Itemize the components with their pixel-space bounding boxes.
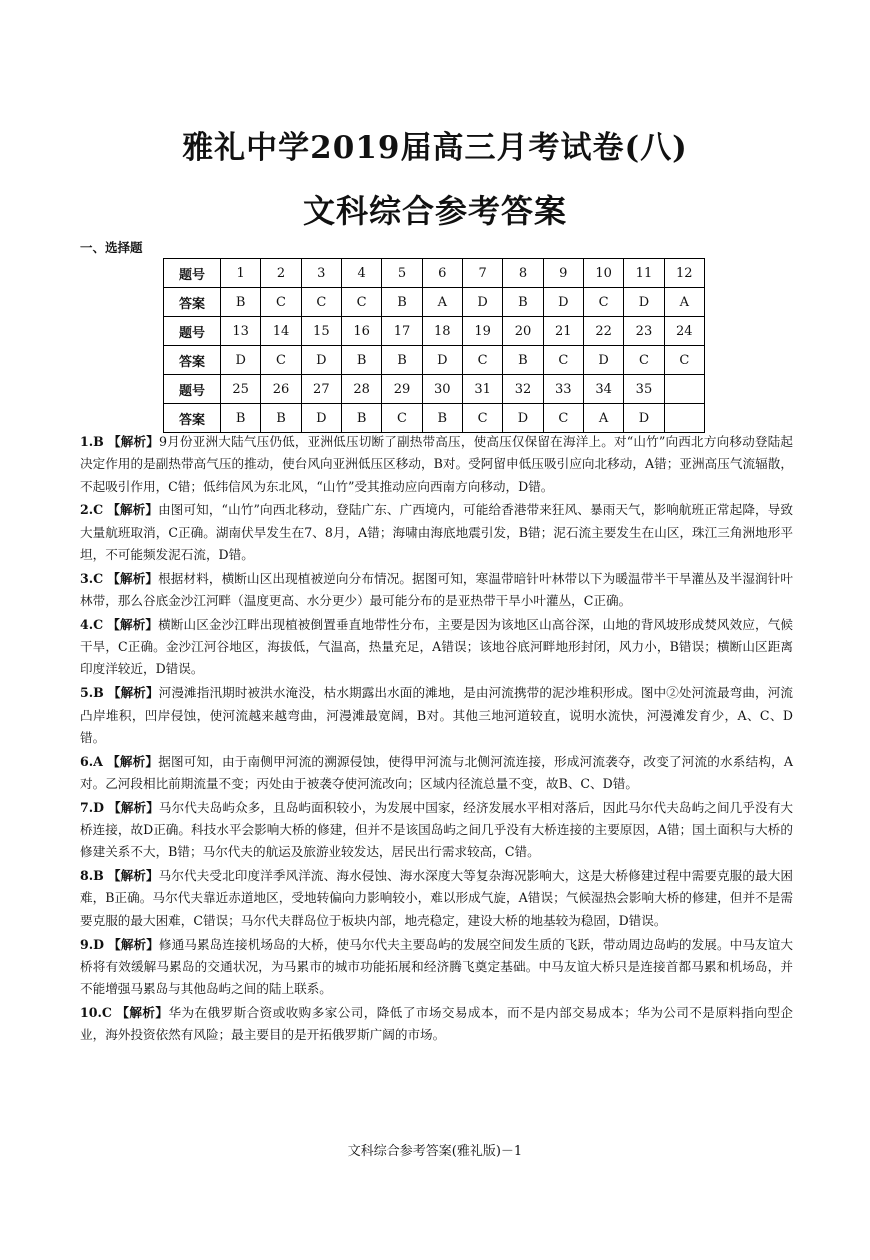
table-cell: D <box>624 288 664 317</box>
table-cell: 12 <box>664 259 704 288</box>
explanations <box>80 431 793 1048</box>
table-cell: 29 <box>382 375 422 404</box>
table-cell: 14 <box>261 317 301 346</box>
table-cell: D <box>624 404 664 433</box>
section-heading: 一、选择题 <box>80 240 143 255</box>
table-cell: B <box>221 404 261 433</box>
analysis-tag: 【解析】 <box>108 799 159 815</box>
analysis-tag: 【解析】 <box>107 434 160 449</box>
table-cell: C <box>462 404 502 433</box>
row-header: 答案 <box>164 346 221 375</box>
table-cell: B <box>382 288 422 317</box>
table-cell: B <box>221 288 261 317</box>
table-cell: 25 <box>221 375 261 404</box>
analysis-tag: 【解析】 <box>107 616 159 632</box>
table-cell: 28 <box>341 375 381 404</box>
explanation-text: 修通马累岛连接机场岛的大桥，使马尔代夫主要岛屿的发展空间发生质的飞跃，带动周边岛屿的发展。中马友谊大桥将有效缓解马累岛的交通状况，为马累市的城市功能拓展和经济腾飞奠定基础。中马友谊大桥只是连接首都马累和机场岛，并不能增强马累岛与其他岛屿之间的陆上联系。 <box>80 936 793 997</box>
document-title: 雅礼中学2019届高三月考试卷(八) <box>182 130 688 166</box>
answer-table <box>163 258 705 433</box>
table-cell: D <box>583 346 623 375</box>
table-cell: D <box>543 288 583 317</box>
explanation-text: 横断山区金沙江畔出现植被倒置垂直地带性分布，主要是因为该地区山高谷深，山地的背风坡形成焚风效应，气候干旱，C正确。金沙江河谷地区，海拔低，气温高，热量充足，A错误；该地谷底河畔地形封闭，风力小，B错误；横断山区距离印度洋较近，D错误。 <box>80 616 794 677</box>
table-cell: B <box>422 404 462 433</box>
table-cell: C <box>301 288 341 317</box>
table-cell: 16 <box>341 317 381 346</box>
analysis-tag: 【解析】 <box>107 502 159 518</box>
question-answer: 3.C <box>80 570 104 586</box>
table-cell: A <box>422 288 462 317</box>
explanation-text: 据图可知，由于南侧甲河流的溯源侵蚀，使得甲河流与北侧河流连接，形成河流袭夺，改变了河流的水系结构，A对。乙河段相比前期流量不变；丙处由于被袭夺使河流改向；区域内径流总量不变，故B、C、D错。 <box>80 753 793 791</box>
table-cell: D <box>422 346 462 375</box>
table-cell: 18 <box>422 317 462 346</box>
table-cell: 4 <box>341 259 381 288</box>
table-cell: 15 <box>301 317 341 346</box>
table-cell: 9 <box>543 259 583 288</box>
table-cell: 30 <box>422 375 462 404</box>
question-answer: 1.B <box>80 434 104 449</box>
table-cell: 3 <box>301 259 341 288</box>
explanation-item <box>80 499 793 566</box>
table-cell <box>664 375 704 404</box>
analysis-tag: 【解析】 <box>107 685 159 701</box>
table-cell <box>664 404 704 433</box>
question-answer: 5.B <box>80 685 104 701</box>
table-cell: B <box>503 346 543 375</box>
table-cell: 31 <box>462 375 502 404</box>
table-cell: 8 <box>503 259 543 288</box>
table-cell: 2 <box>261 259 301 288</box>
table-cell: 20 <box>503 317 543 346</box>
row-header: 题号 <box>164 317 221 346</box>
analysis-tag: 【解析】 <box>107 753 159 769</box>
table-row <box>164 404 705 433</box>
table-cell: 21 <box>543 317 583 346</box>
analysis-tag: 【解析】 <box>116 1004 169 1020</box>
row-header: 题号 <box>164 259 221 288</box>
question-answer: 7.D <box>80 799 105 815</box>
table-cell: A <box>664 288 704 317</box>
table-cell: 1 <box>221 259 261 288</box>
explanation-text: 9月份亚洲大陆气压仍低，亚洲低压切断了副热带高压，使高压仅保留在海洋上。对“山竹”向西北方向移动登陆起决定作用的是副热带高气压的推动，使台风向亚洲低压区移动，B对。受阿留申低压吸引应向北移动，A错；亚洲高压气流辐散，不起吸引作用，C错；低纬信风为东北风，“山竹”受其推动应向西南方向移动，D错。 <box>80 434 794 494</box>
table-cell: C <box>583 288 623 317</box>
table-cell: 13 <box>221 317 261 346</box>
explanation-item <box>80 1002 793 1047</box>
table-cell: 34 <box>583 375 623 404</box>
table-cell: C <box>341 288 381 317</box>
table-cell: D <box>221 346 261 375</box>
table-cell: C <box>261 346 301 375</box>
explanation-item <box>80 431 793 498</box>
table-row <box>164 346 705 375</box>
table-cell: D <box>301 346 341 375</box>
question-answer: 8.B <box>80 868 104 884</box>
table-cell: 35 <box>624 375 664 404</box>
explanation-item <box>80 751 793 796</box>
table-cell: D <box>503 404 543 433</box>
row-header: 题号 <box>164 375 221 404</box>
table-cell: 11 <box>624 259 664 288</box>
question-answer: 9.D <box>80 936 105 952</box>
row-header: 答案 <box>164 288 221 317</box>
table-row <box>164 259 705 288</box>
table-cell: B <box>261 404 301 433</box>
table-cell: C <box>261 288 301 317</box>
table-row <box>164 288 705 317</box>
explanation-text: 河漫滩指汛期时被洪水淹没，枯水期露出水面的滩地，是由河流携带的泥沙堆积形成。图中②处河流最弯曲，河流凸岸堆积，凹岸侵蚀，使河流越来越弯曲，河漫滩最宽阔，B对。其他三地河道较直，说明水流快，河漫滩发育少，A、C、D错。 <box>80 685 794 745</box>
explanation-item <box>80 934 793 1001</box>
table-cell: 17 <box>382 317 422 346</box>
table-cell: D <box>462 288 502 317</box>
table-cell: 5 <box>382 259 422 288</box>
explanation-text: 华为在俄罗斯合资或收购多家公司，降低了市场交易成本，而不是内部交易成本；华为公司不是原料指向型企业，海外投资依然有风险；最主要目的是开拓俄罗斯广阔的市场。 <box>80 1004 794 1043</box>
explanation-text: 根据材料，横断山区出现植被逆向分布情况。据图可知，寒温带暗针叶林带以下为暖温带半干旱灌丛及半湿润针叶林带，那么谷底金沙江河畔（温度更高、水分更少）最可能分布的是亚热带干旱小叶灌丛，C正确。 <box>80 570 794 609</box>
table-cell: 33 <box>543 375 583 404</box>
table-row <box>164 375 705 404</box>
table-cell: B <box>382 346 422 375</box>
table-row <box>164 317 705 346</box>
table-cell: C <box>543 346 583 375</box>
table-cell: 24 <box>664 317 704 346</box>
explanation-item <box>80 568 793 613</box>
page-footer: 文科综合参考答案(雅礼版)－1 <box>347 1144 523 1159</box>
table-cell: C <box>462 346 502 375</box>
table-cell: 10 <box>583 259 623 288</box>
table-cell: B <box>341 346 381 375</box>
explanation-item <box>80 614 793 681</box>
table-cell: C <box>382 404 422 433</box>
analysis-tag: 【解析】 <box>108 936 159 952</box>
table-cell: 19 <box>462 317 502 346</box>
table-cell: C <box>543 404 583 433</box>
table-cell: C <box>624 346 664 375</box>
explanation-item <box>80 865 793 932</box>
table-cell: 23 <box>624 317 664 346</box>
row-header: 答案 <box>164 404 221 433</box>
explanation-text: 马尔代夫岛屿众多，且岛屿面积较小，为发展中国家，经济发展水平相对落后，因此马尔代夫岛屿之间几乎没有大桥连接，故D正确。科技水平会影响大桥的修建，但并不是该国岛屿之间几乎没有大桥连接的主要原因，A错；国土面积与大桥的修建关系不大，B错；马尔代夫的航运及旅游业较发达，居民出行需求较高，C错。 <box>80 799 793 860</box>
table-cell: 26 <box>261 375 301 404</box>
table-cell: 22 <box>583 317 623 346</box>
table-cell: B <box>341 404 381 433</box>
explanation-text: 由图可知，“山竹”向西北移动，登陆广东、广西境内，可能给香港带来狂风、暴雨天气，影响航班正常起降，导致大量航班取消，C正确。湖南伏旱发生在7、8月，A错；海啸由海底地震引发，B错；泥石流主要发生在山区，珠江三角洲地形平坦，不可能频发泥石流，D错。 <box>80 502 793 562</box>
table-cell: 6 <box>422 259 462 288</box>
explanation-text: 马尔代夫受北印度洋季风洋流、海水侵蚀、海水深度大等复杂海况影响大，这是大桥修建过程中需要克服的最大困难，B正确。马尔代夫靠近赤道地区，受地转偏向力影响较小，难以形成气旋，A错误；气候湿热会影响大桥的修建，但并不是需要克服的最大困难，C错误；马尔代夫群岛位于板块内部，地壳稳定，建设大桥的地基较为稳固，D错误。 <box>80 868 794 928</box>
table-cell: B <box>503 288 543 317</box>
table-cell: C <box>664 346 704 375</box>
document-subtitle: 文科综合参考答案 <box>302 192 567 230</box>
table-cell: 7 <box>462 259 502 288</box>
question-answer: 6.A <box>80 753 103 769</box>
question-answer: 10.C <box>80 1004 112 1020</box>
analysis-tag: 【解析】 <box>107 570 159 586</box>
explanation-item <box>80 682 793 749</box>
question-answer: 2.C <box>80 502 104 518</box>
table-cell: A <box>583 404 623 433</box>
table-cell: 32 <box>503 375 543 404</box>
question-answer: 4.C <box>80 616 104 632</box>
table-cell: 27 <box>301 375 341 404</box>
analysis-tag: 【解析】 <box>107 868 159 884</box>
explanation-item <box>80 797 793 864</box>
table-cell: D <box>301 404 341 433</box>
